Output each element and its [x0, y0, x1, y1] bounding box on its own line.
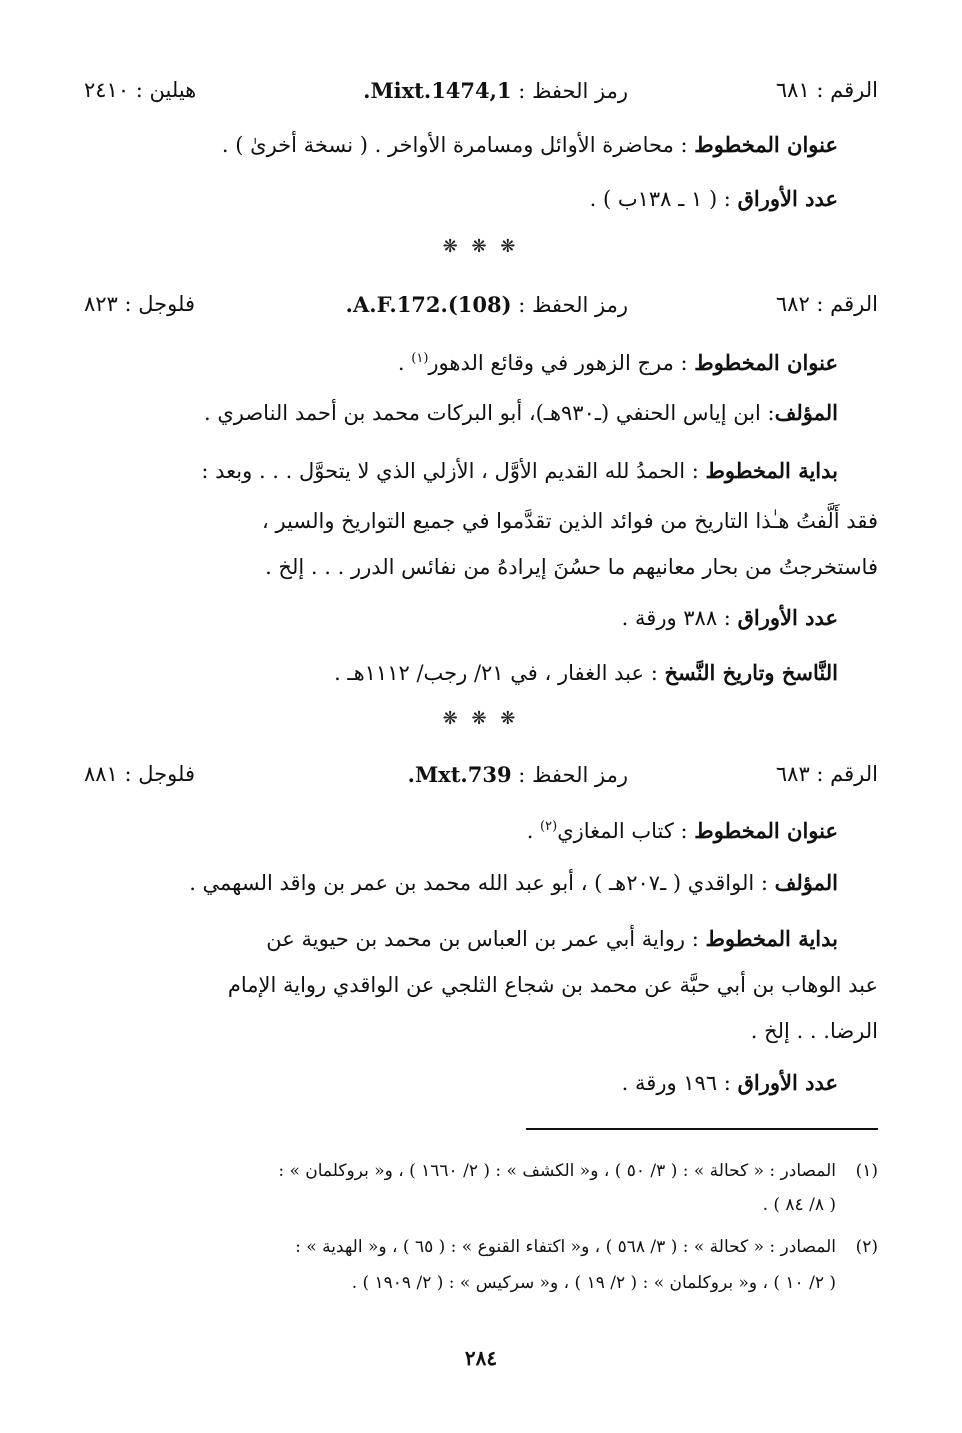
catalog-reference: هيلين : ٢٤١٠	[84, 78, 197, 102]
footnote-number: (٢)	[855, 1237, 878, 1257]
folio-count: عدد الأوراق : ١٩٦ ورقة .	[621, 1070, 838, 1095]
footnote-continuation: ( ٨/ ٨٤ ) .	[762, 1195, 836, 1215]
entry-header	[84, 292, 878, 328]
manuscript-incipit: بداية المخطوط : الحمدُ لله القديم الأوَّل ، الأزلي الذي لا يتحوَّل . . . وبعد :	[201, 458, 838, 483]
footnote-1: (١)المصادر : « كحالة » : ( ٣/ ٥٠ ) ، و« الكشف » : ( ٢/ ١٦٦٠ ) ، و« بروكلمان » :	[84, 1158, 878, 1184]
section-separator: ❋ ❋ ❋	[442, 708, 520, 729]
folio-count: عدد الأوراق : ٣٨٨ ورقة .	[621, 605, 838, 630]
footnote-continuation: ( ٢/ ١٠ ) ، و« بروكلمان » : ( ٢/ ١٩ ) ، و« سركيس » : ( ٢/ ١٩٠٩ ) .	[351, 1273, 836, 1293]
manuscript-author: المؤلف : الواقدي ( ـ٢٠٧هـ ) ، أبو عبد الله محمد بن عمر بن واقد السهمي .	[189, 870, 838, 895]
manuscript-author: المؤلف: ابن إياس الحنفي (ـ٩٣٠هـ)، أبو البركات محمد بن أحمد الناصري .	[203, 400, 838, 425]
entry-number: الرقم : ٦٨٢	[775, 292, 878, 316]
footnote-divider	[526, 1128, 878, 1130]
incipit-continuation: الرضا. . . إلخ .	[750, 1019, 878, 1043]
footnote-2: (٢)المصادر : « كحالة » : ( ٣/ ٥٦٨ ) ، و« اكتفاء القنوع » : ( ٦٥ ) ، و« الهدية » :	[84, 1234, 878, 1260]
entry-number: الرقم : ٦٨٣	[775, 762, 878, 786]
catalog-reference: فلوجل : ٨٢٣	[84, 292, 195, 316]
entry-header	[84, 78, 878, 114]
shelfmark: رمز الحفظ : Mxt.739.	[407, 762, 628, 787]
copyist-and-date: النَّاسخ وتاريخ النَّسخ : عبد الغفار ، في ٢١/ رجب/ ١١١٢هـ .	[334, 660, 838, 685]
section-separator: ❋ ❋ ❋	[442, 236, 520, 257]
incipit-continuation: فاستخرجتُ من بحار معانيهم ما حسُنَ إيرادهُ من نفائس الدرر . . . إلخ .	[265, 555, 878, 579]
footnote-marker[interactable]: (١)	[411, 351, 429, 366]
footnote-number: (١)	[855, 1161, 878, 1181]
manuscript-title: عنوان المخطوط : كتاب المغازي$^{(٢)}$ .	[526, 818, 838, 843]
incipit-continuation: عبد الوهاب بن أبي حبَّة عن محمد بن شجاع الثلجي عن الواقدي رواية الإمام	[227, 973, 878, 997]
catalog-reference: فلوجل : ٨٨١	[84, 762, 195, 786]
entry-header	[84, 762, 878, 798]
incipit-continuation: فقد أَلَّفتُ هـٰذا التاريخ من فوائد الذين تقدَّموا في جميع التواريخ والسير ،	[262, 509, 878, 533]
manuscript-incipit: بداية المخطوط : رواية أبي عمر بن العباس بن محمد بن حيوية عن	[266, 926, 838, 951]
shelfmark: رمز الحفظ : Mixt.1474,1.	[363, 78, 628, 103]
footnote-marker[interactable]: (٢)	[540, 819, 558, 834]
folio-count: عدد الأوراق : ( ١ ـ ١٣٨ب ) .	[589, 186, 838, 211]
shelfmark: رمز الحفظ : A.F.172.(108).	[345, 292, 628, 317]
manuscript-title: عنوان المخطوط : محاضرة الأوائل ومسامرة الأواخر . ( نسخة أخرىٰ ) .	[221, 132, 838, 157]
manuscript-title: عنوان المخطوط : مرج الزهور في وقائع الدهور$^{(١)}$ .	[397, 350, 838, 375]
entry-number: الرقم : ٦٨١	[775, 78, 878, 102]
page-number: ٢٨٤	[464, 1346, 498, 1370]
